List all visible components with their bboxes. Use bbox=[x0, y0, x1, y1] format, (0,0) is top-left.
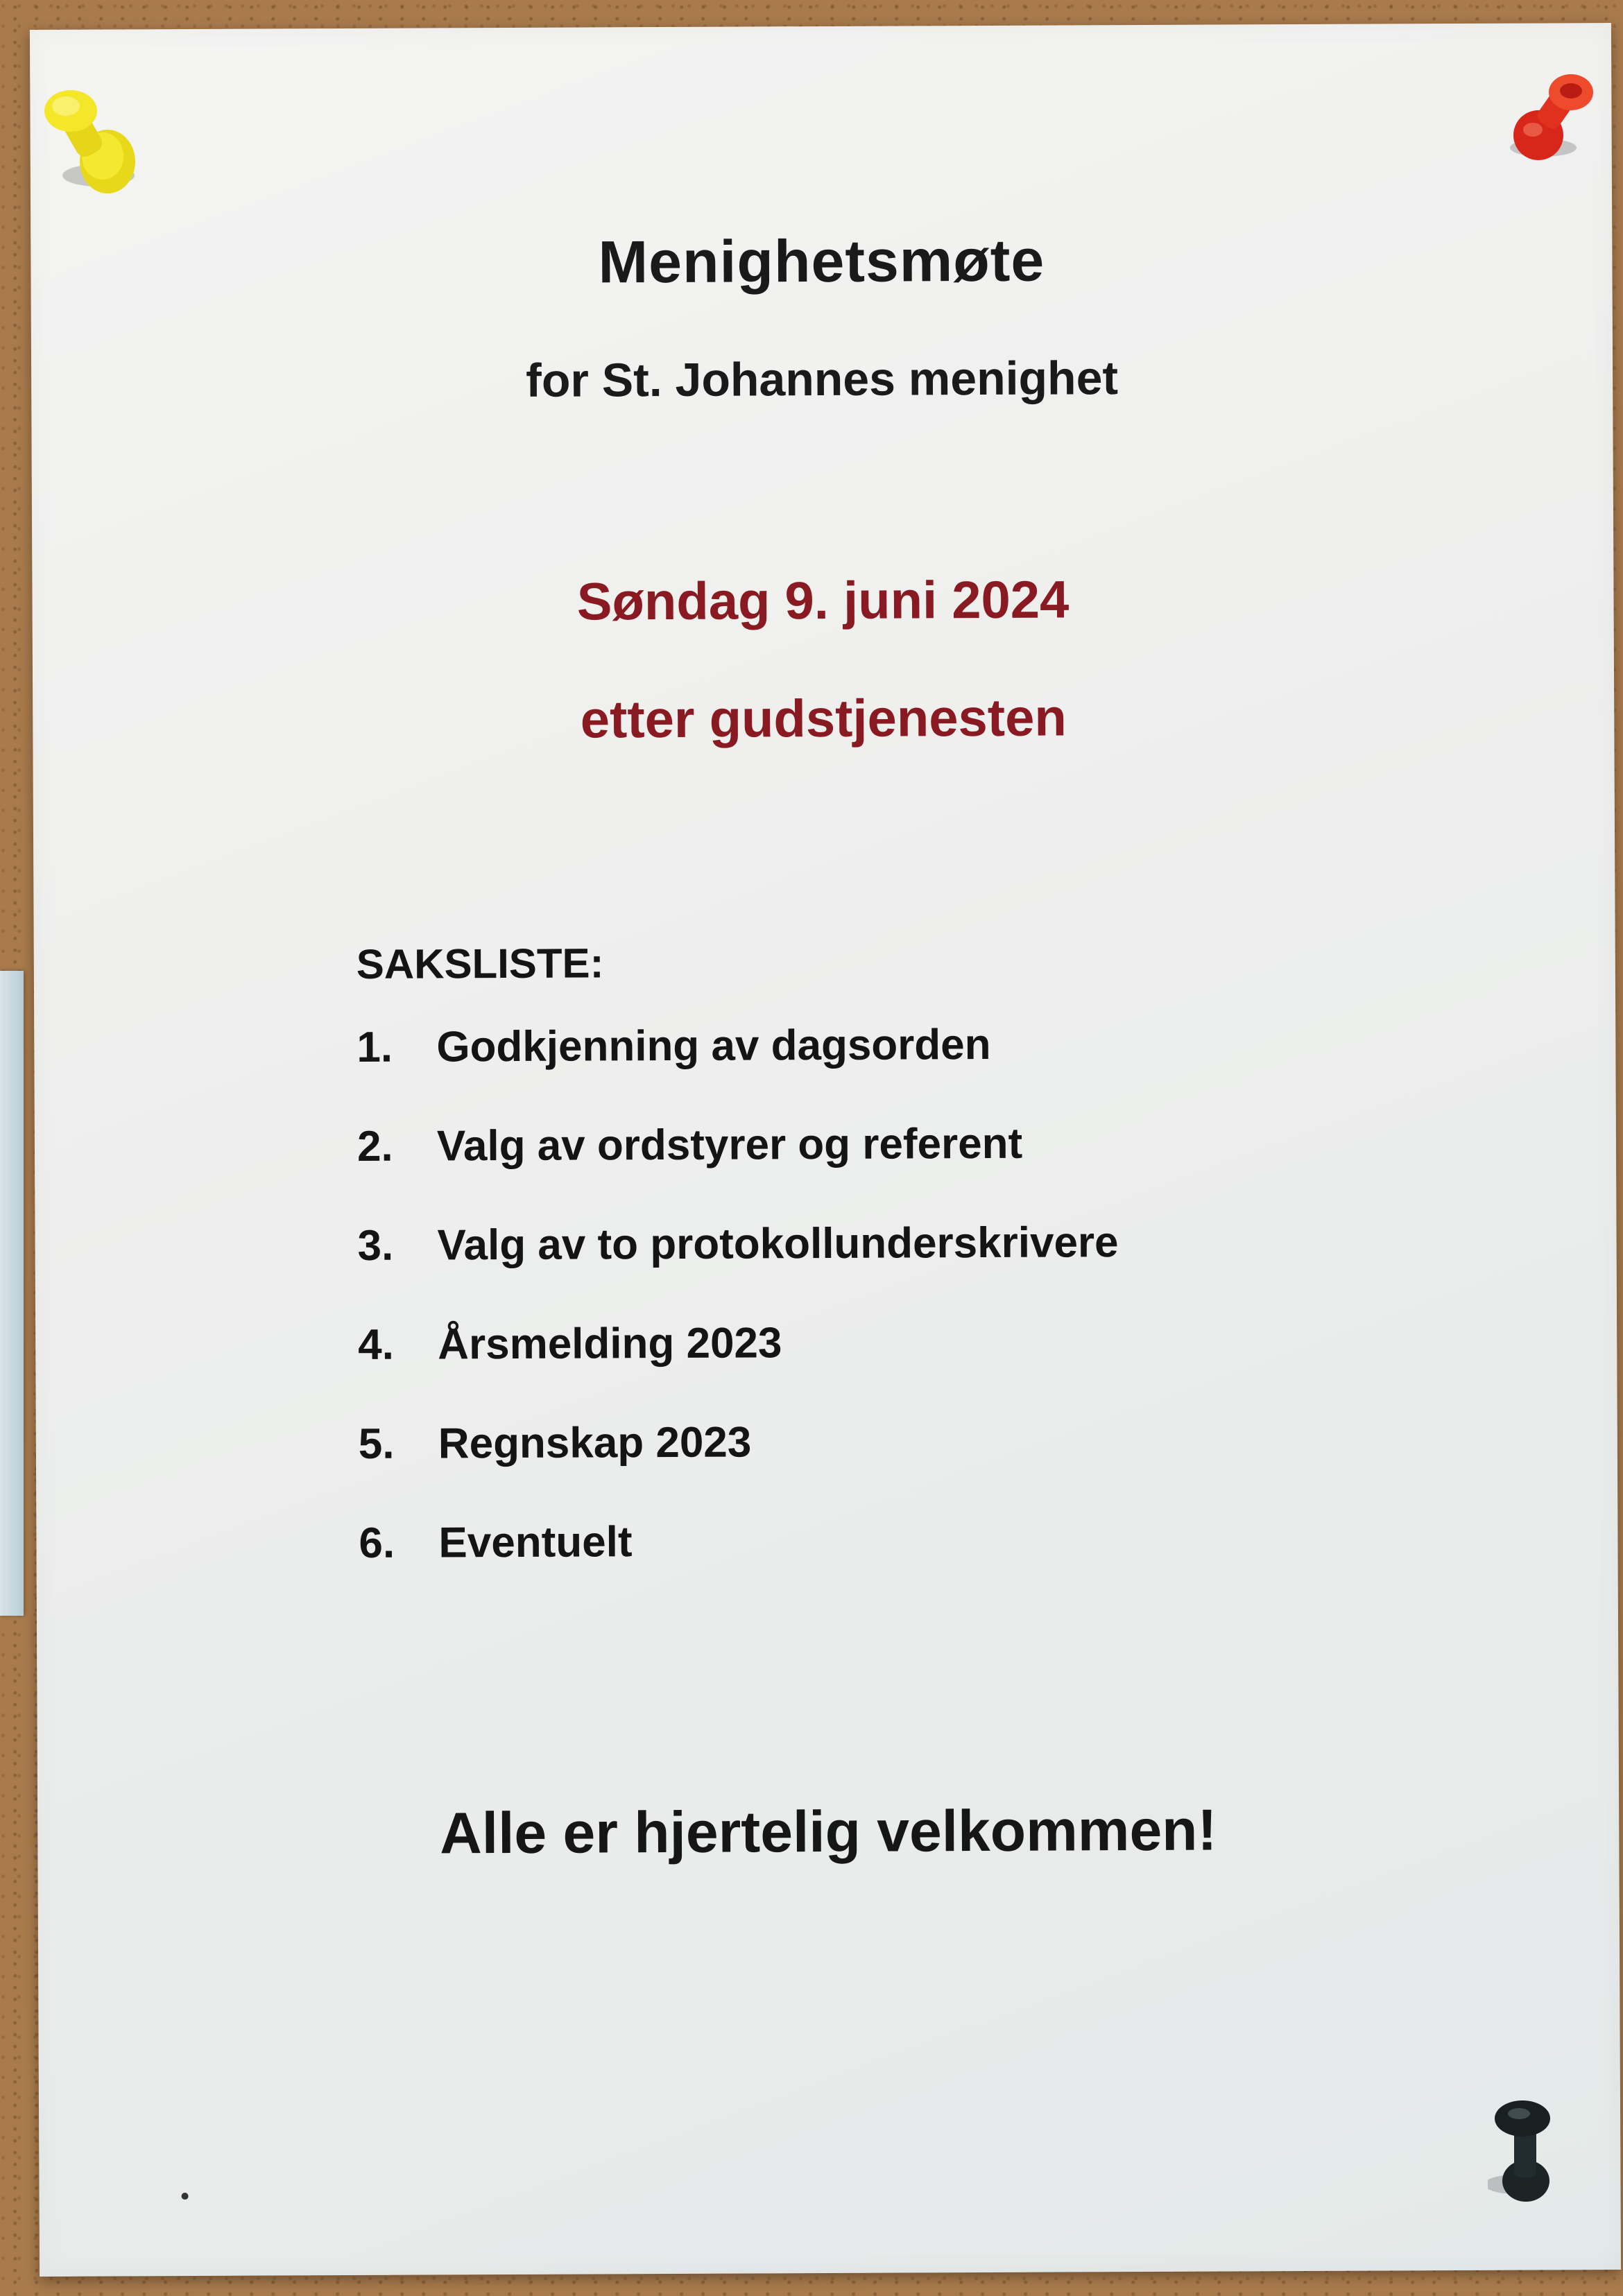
agenda-item bbox=[358, 1315, 1399, 1419]
agenda-item-text: Årsmelding 2023 bbox=[438, 1319, 782, 1369]
agenda-item-number: 2. bbox=[357, 1122, 393, 1171]
agenda-item bbox=[357, 1018, 1398, 1122]
agenda-item bbox=[359, 1415, 1400, 1519]
notice-sheet bbox=[30, 23, 1621, 2277]
agenda-item-text: Eventuelt bbox=[438, 1518, 633, 1567]
yellow-pushpin-icon bbox=[42, 87, 139, 205]
agenda-item bbox=[357, 1117, 1398, 1221]
agenda bbox=[357, 935, 1400, 1618]
meeting-date: Søndag 9. juni 2024 bbox=[576, 570, 1070, 632]
agenda-item-number: 1. bbox=[357, 1023, 393, 1071]
agenda-item-text: Valg av to protokollunderskrivere bbox=[437, 1218, 1119, 1270]
agenda-item-text: Godkjenning av dagsorden bbox=[436, 1020, 991, 1071]
notice-title: Menighetsmøte bbox=[598, 227, 1045, 296]
agenda-item bbox=[359, 1514, 1400, 1618]
agenda-item-text: Regnskap 2023 bbox=[438, 1418, 752, 1468]
black-pushpin-icon bbox=[1488, 2094, 1564, 2205]
red-pushpin-icon bbox=[1505, 66, 1595, 166]
pinned-paper-edge bbox=[0, 971, 24, 1616]
meeting-time: etter gudstjenesten bbox=[580, 688, 1067, 750]
agenda-item-text: Valg av ordstyrer og referent bbox=[436, 1119, 1023, 1171]
agenda-item-number: 5. bbox=[358, 1419, 395, 1468]
agenda-list bbox=[357, 1018, 1400, 1618]
paper-speck bbox=[182, 2193, 189, 2200]
notice-subtitle: for St. Johannes menighet bbox=[526, 352, 1119, 407]
agenda-item-number: 3. bbox=[357, 1221, 394, 1270]
agenda-item-number: 6. bbox=[359, 1519, 395, 1567]
agenda-heading: SAKSLISTE: bbox=[356, 940, 604, 987]
agenda-item bbox=[357, 1216, 1398, 1320]
agenda-item-number: 4. bbox=[358, 1320, 395, 1369]
welcome-message: Alle er hjertelig velkommen! bbox=[439, 1797, 1217, 1866]
